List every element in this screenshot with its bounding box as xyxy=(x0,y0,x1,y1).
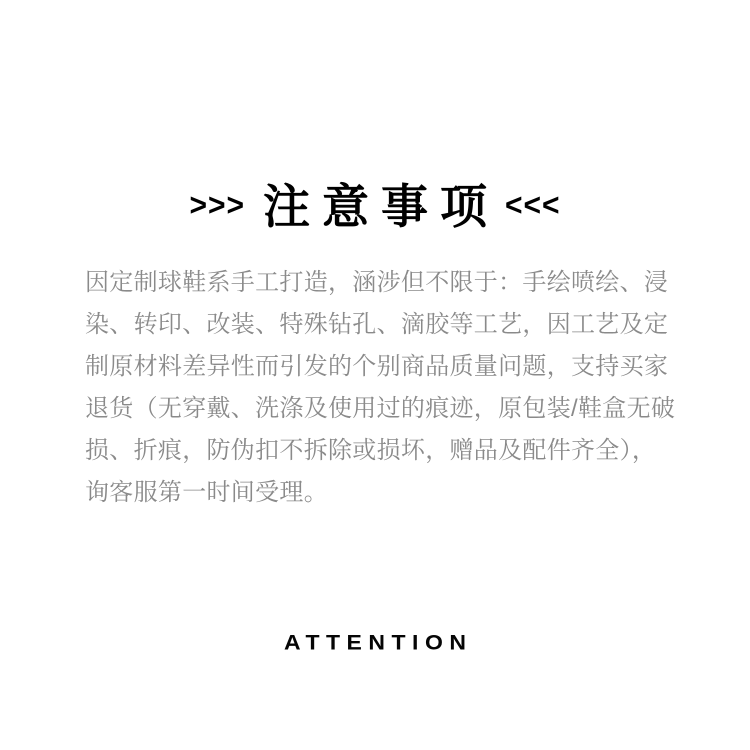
footer-wordmark-row xyxy=(0,628,750,656)
notice-body-line: 制原材料差异性而引发的个别商品质量问题，支持买家 xyxy=(85,353,669,380)
notice-body-line: 因定制球鞋系手工打造，涵涉但不限于：手绘喷绘、浸 xyxy=(85,269,669,296)
notice-body-line: 询客服第一时间受理。 xyxy=(85,479,328,506)
notice-body-line: 退货（无穿戴、洗涤及使用过的痕迹，原包装/鞋盒无破 xyxy=(85,395,676,422)
notice-title xyxy=(0,170,750,242)
notice-body xyxy=(85,262,676,514)
triple-chevron-right-icon: >>> xyxy=(189,188,245,223)
attention-wordmark: ATTENTION xyxy=(284,630,473,654)
notice-body-line: 染、转印、改装、特殊钻孔、滴胶等工艺，因工艺及定 xyxy=(85,311,669,338)
notice-body-line: 损、折痕，防伪扣不拆除或损坏，赠品及配件齐全）， xyxy=(85,437,657,464)
triple-chevron-left-icon: <<< xyxy=(505,188,561,223)
notice-title-text: 注意事项 xyxy=(263,179,499,233)
